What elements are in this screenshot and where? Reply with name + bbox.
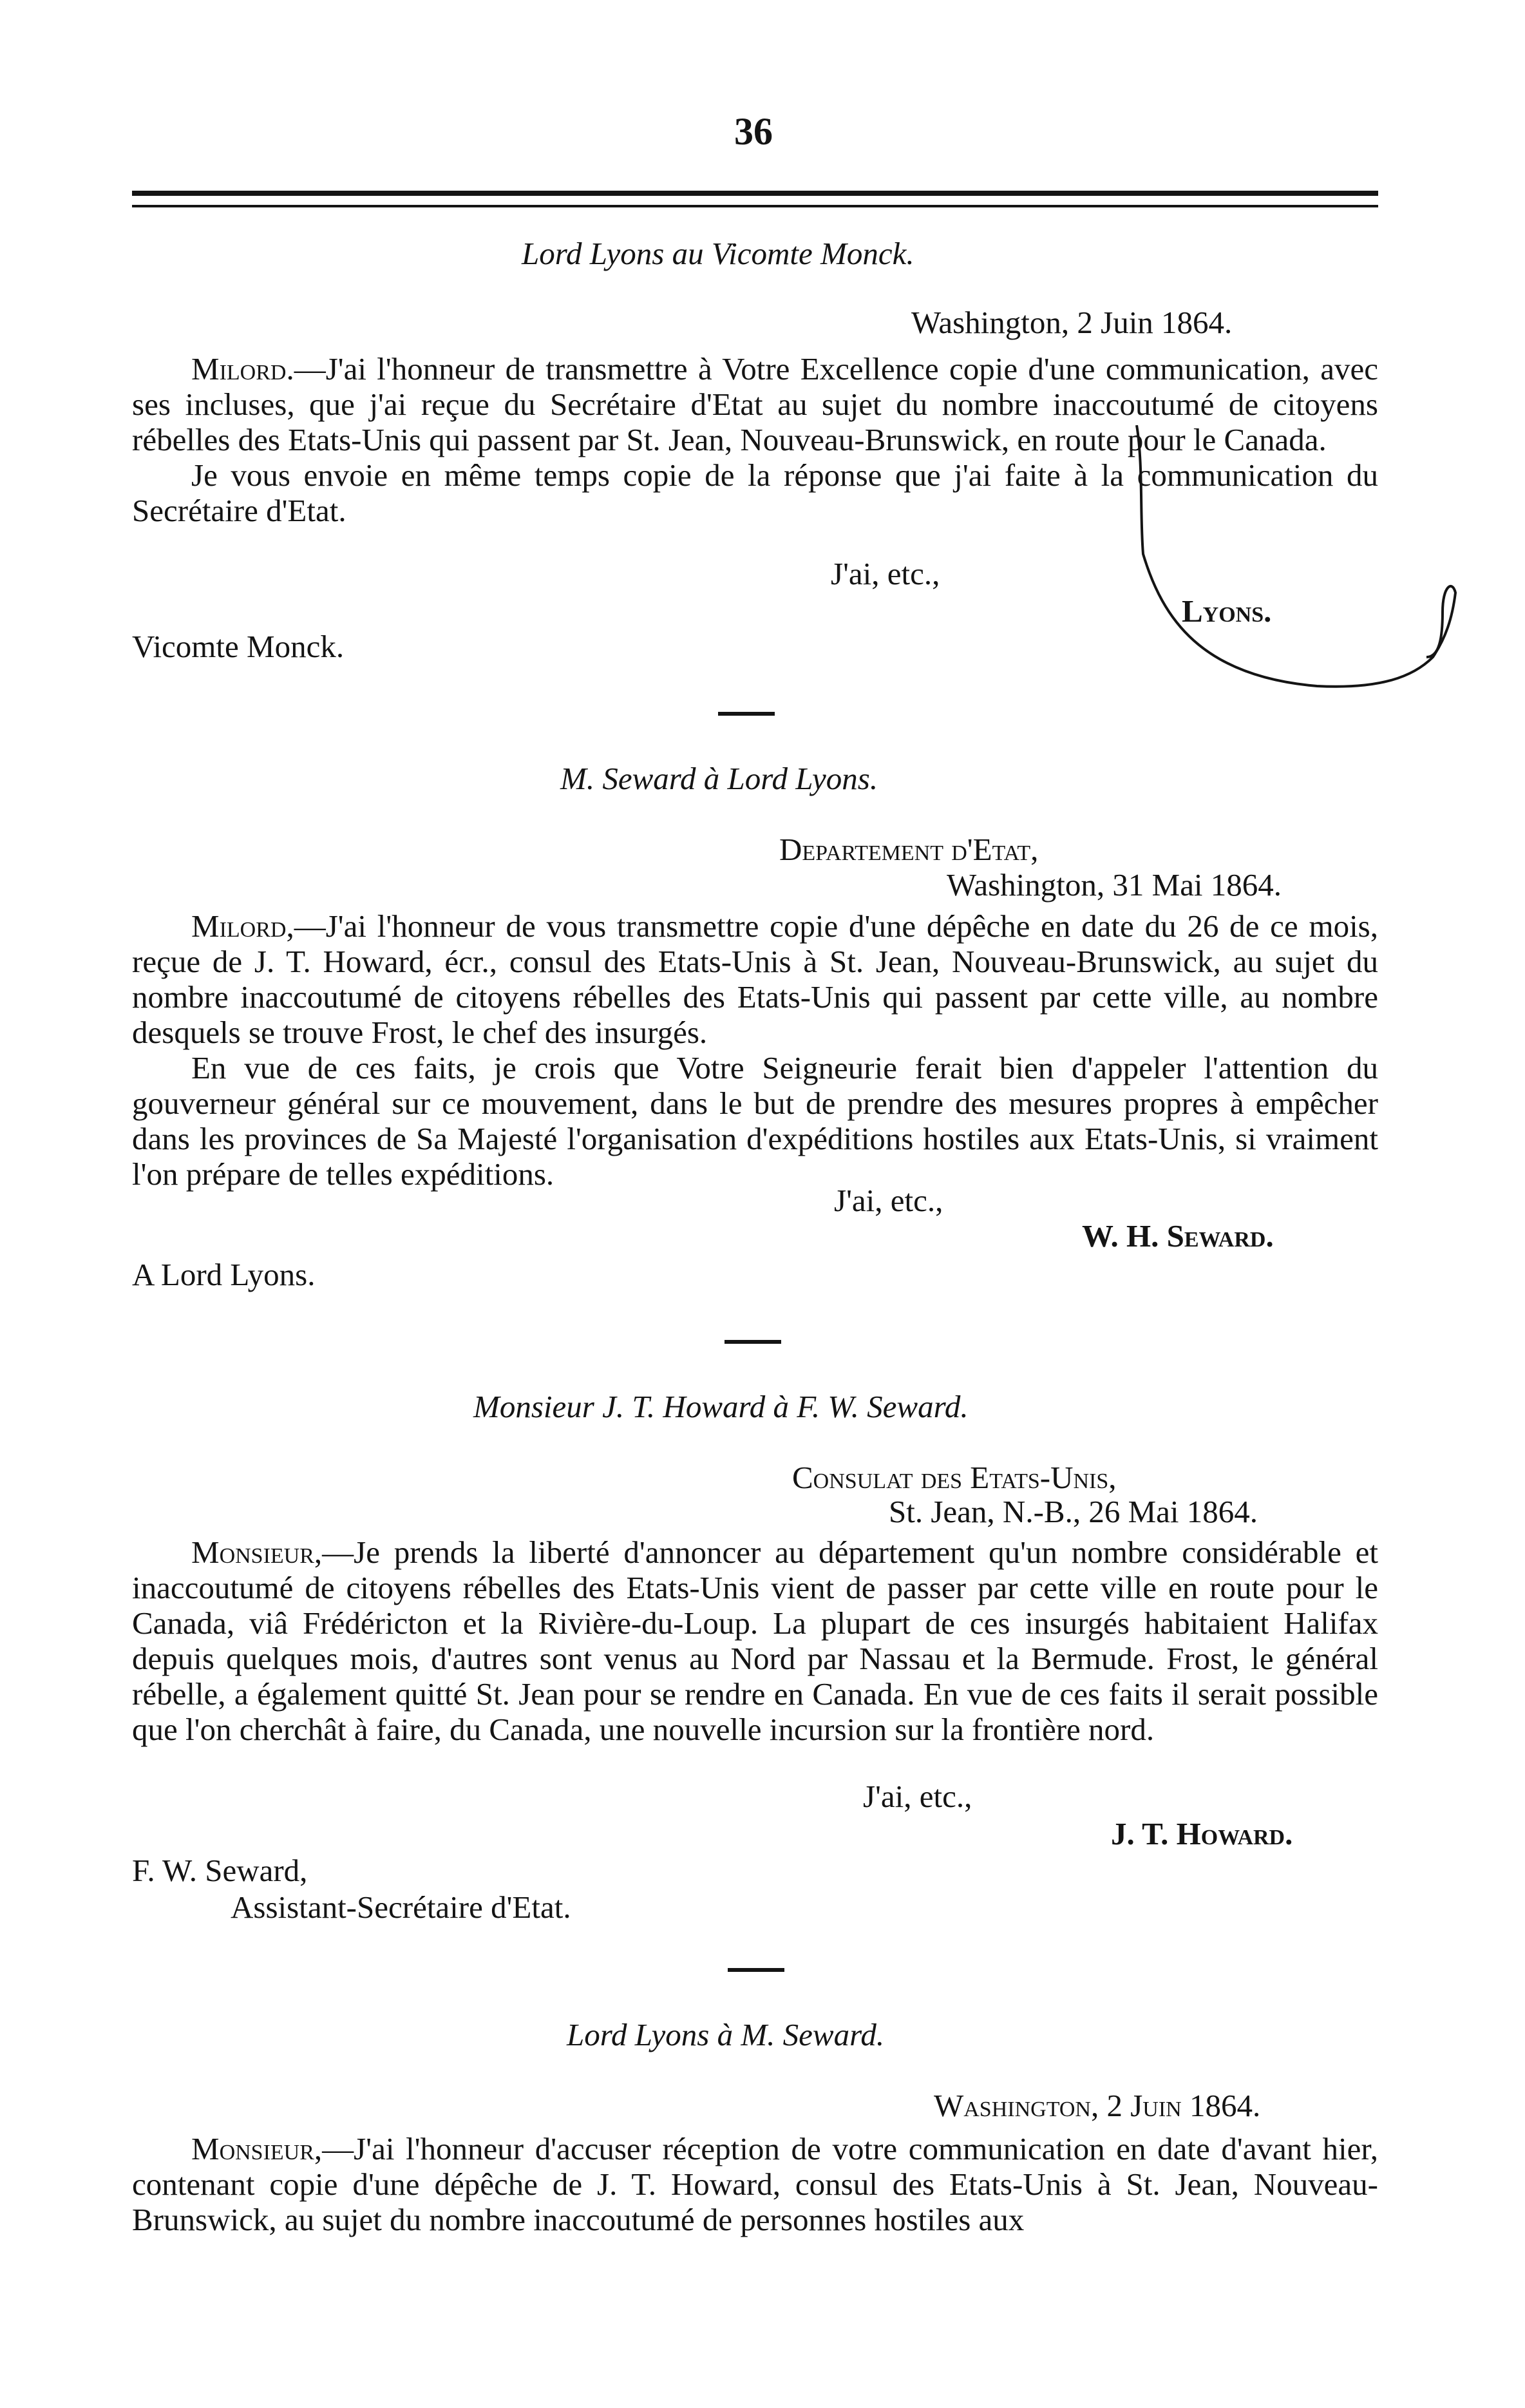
letter-place-date: Washington, 2 Juin 1864. — [911, 305, 1233, 340]
page-number: 36 — [734, 110, 773, 153]
letter-place-date: Washington, 31 Mai 1864. — [947, 867, 1282, 903]
letter-paragraph: Je vous envoie en même temps copie de la réponse que j'ai faite à la communication du Secrétaire d'Etat. — [132, 457, 1378, 528]
letter-closing: J'ai, etc., — [831, 556, 940, 591]
signature: W. H. Seward. — [1082, 1218, 1274, 1254]
salutation: Milord. — [191, 351, 294, 387]
signature: Lyons. — [1182, 593, 1272, 629]
letter-body — [132, 2131, 1378, 2237]
header-rule-thin — [132, 205, 1378, 207]
handwritten-pen-mark — [1124, 425, 1465, 696]
header-rule-thick — [132, 191, 1378, 196]
letter-place-date: Washington, 2 Juin 1864. — [934, 2088, 1261, 2123]
letter-heading: M. Seward à Lord Lyons. — [560, 761, 878, 796]
letter-office: Consulat des Etats-Unis, — [792, 1460, 1117, 1495]
section-separator — [718, 712, 775, 716]
letter-body — [132, 1534, 1378, 1747]
signature: J. T. Howard. — [1111, 1816, 1293, 1851]
addressee-title: Assistant-Secrétaire d'Etat. — [231, 1889, 571, 1925]
salutation: Milord, — [191, 908, 294, 944]
section-separator — [725, 1340, 781, 1344]
letter-heading: Monsieur J. T. Howard à F. W. Seward. — [473, 1389, 969, 1424]
letter-paragraph: Milord.—J'ai l'honneur de transmettre à Votre Excellence copie d'une communication, avec ses incluses, que j'ai reçue du Secrétaire d'Etat au sujet du nombre inaccoutumé de citoyens rébelles des Etats-Unis qui passent par St. Jean, Nouveau-Brunswick, en route pour le Canada. — [132, 351, 1378, 457]
letter-paragraph: En vue de ces faits, je crois que Votre Seigneurie ferait bien d'appeler l'attention du gouverneur général sur ce mouvement, dans le but de prendre des mesures propres à empêcher dans les provinces de Sa Majesté l'organisation d'expéditions hostiles aux Etats-Unis, si vraiment l'on prépare de telles expéditions. — [132, 1050, 1378, 1192]
salutation: Monsieur, — [191, 2131, 323, 2166]
letter-paragraph: Monsieur,—J'ai l'honneur d'accuser réception de votre communication en date d'avant hier, contenant copie d'une dépêche de J. T. Howard, consul des Etats-Unis à St. Jean, Nouveau-Brunswick, au sujet du nombre inaccoutumé de personnes hostiles aux — [132, 2131, 1378, 2237]
letter-heading: Lord Lyons à M. Seward. — [567, 2017, 885, 2052]
letter-closing: J'ai, etc., — [834, 1183, 943, 1218]
addressee: F. W. Seward, — [132, 1853, 308, 1888]
letter-office: Departement d'Etat, — [779, 832, 1039, 867]
addressee: A Lord Lyons. — [132, 1257, 316, 1292]
salutation: Monsieur, — [191, 1534, 323, 1570]
letter-closing: J'ai, etc., — [863, 1779, 972, 1814]
letter-paragraph: Monsieur,—Je prends la liberté d'annoncer au département qu'un nombre considérable et inaccoutumé de citoyens rébelles des Etats-Unis vient de passer par cette ville en route pour le Canada, viâ Frédéricton et la Rivière-du-Loup. La plupart de ces insurgés habitaient Halifax depuis quelques mois, d'autres sont venus au Nord par Nassau et la Bermude. Frost, le général rébelle, a également quitté St. Jean pour se rendre en Canada. En vue de ces faits il serait possible que l'on cherchât à faire, du Canada, une nouvelle incursion sur la frontière nord. — [132, 1534, 1378, 1747]
letter-paragraph: Milord,—J'ai l'honneur de vous transmettre copie d'une dépêche en date du 26 de ce mois, reçue de J. T. Howard, écr., consul des Etats-Unis à St. Jean, Nouveau-Brunswick, au sujet du nombre inaccoutumé de citoyens rébelles des Etats-Unis qui passent par cette ville, au nombre desquels se trouve Frost, le chef des insurgés. — [132, 908, 1378, 1050]
section-separator — [728, 1968, 784, 1972]
letter-place-date: St. Jean, N.-B., 26 Mai 1864. — [889, 1494, 1258, 1529]
addressee: Vicomte Monck. — [132, 629, 345, 664]
letter-heading: Lord Lyons au Vicomte Monck. — [522, 236, 914, 271]
letter-body — [132, 908, 1378, 1192]
